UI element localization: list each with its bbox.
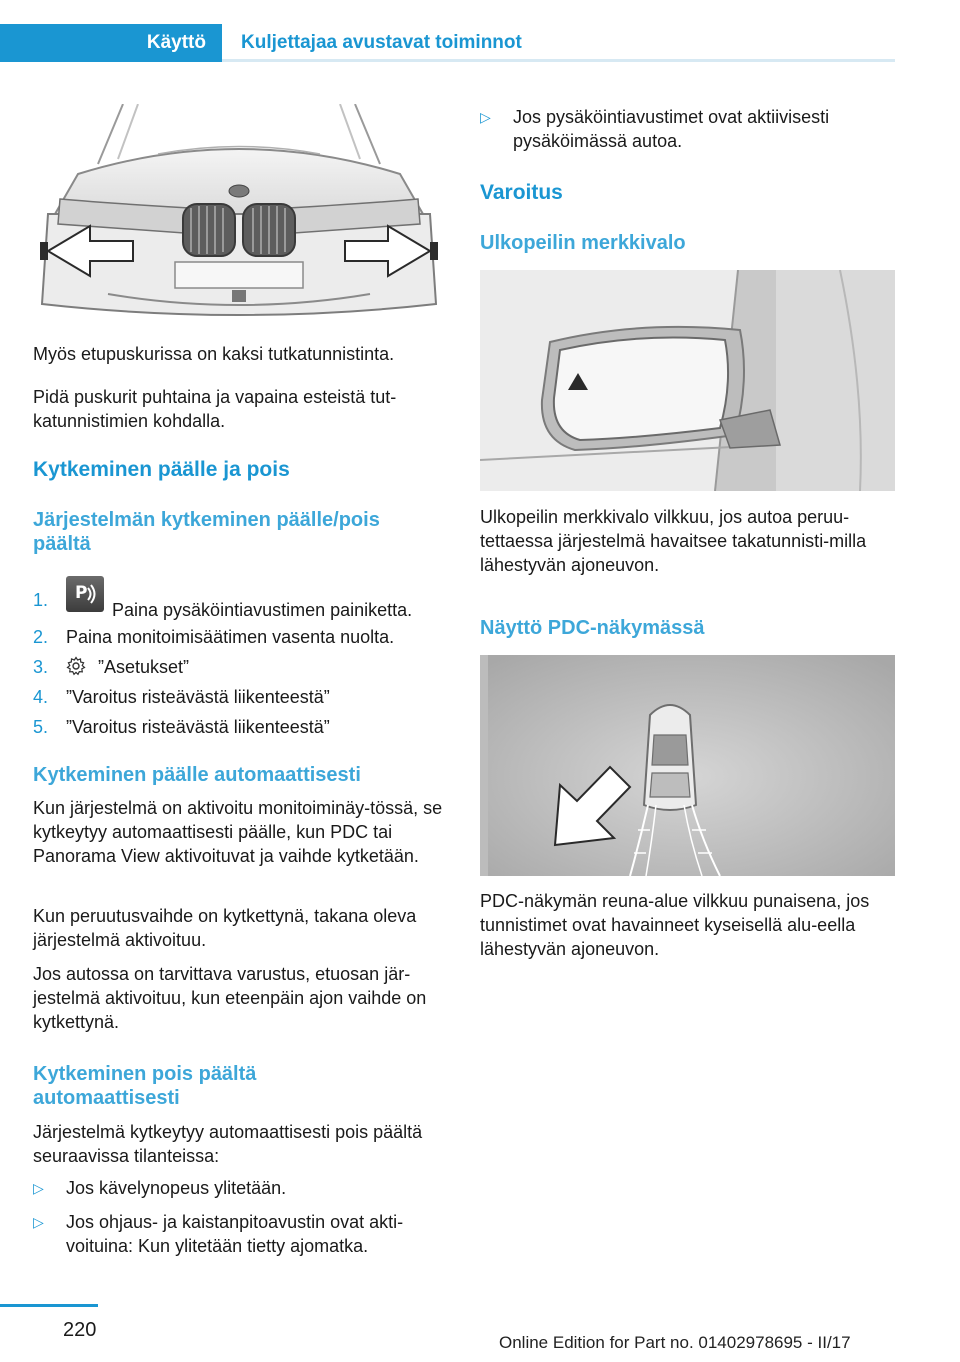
step-text: ”Varoitus risteävästä liikenteestä” [66,717,330,737]
pdc-view-illustration [480,655,895,876]
list-item [480,105,890,153]
step-label: ”Asetukset” [98,657,190,677]
auto-on-paragraph-1: Kun järjestelmä on aktivoitu monitoiminäy-tössä, se kytkeytyy automaattisesti päälle, kun PDC tai Panorama View aktivoituvat ja vaihde kytketään. [33,798,443,866]
list-item [33,655,453,685]
pdc-caption: PDC-näkymän reuna-alue vilkkuu punaisena, jos tunnistimet ovat havainneet kyseisellä alu-eella lähestyvän ajoneuvon. [480,891,870,959]
auto-on-paragraph-3: Jos autossa on tarvittava varustus, etuosan jär-jestelmä aktivoituu, kun eteenpäin ajon vaihde on kytkettynä. [33,964,427,1032]
front-bumper-illustration [38,104,440,326]
list-item [33,715,453,745]
footer-edition: Online Edition for Part no. 01402978695 - II/17 [499,1333,851,1352]
list-item [33,625,453,655]
settings-gear-icon [66,656,88,682]
chapter-title[interactable]: Kuljettajaa avustavat toiminnot [241,32,522,53]
subheading-auto-off: Kytkeminen pois päältä automaattisesti [33,1063,257,1109]
list-item [33,1176,453,1200]
step-label: Paina pysäköintiavustimen painiketta. [112,600,413,620]
step-text [66,583,413,624]
header-divider [222,59,895,62]
step-number: 1. [33,590,49,610]
bullet-triangle-icon: ▷ [480,109,491,125]
subheading-enable: Järjestelmän kytkeminen päälle/pois päältä [33,509,380,555]
step-number: 3. [33,657,49,677]
step-number: 5. [33,717,49,737]
section-tab[interactable]: Käyttö [0,24,222,62]
steps-list [33,584,453,745]
parking-assist-button-icon [66,576,104,612]
mirror-caption: Ulkopeilin merkkivalo vilkkuu, jos autoa peruu-tettaessa järjestelmä havaitsee takatunnisti-milla lähestyvän ajoneuvon. [480,507,867,575]
bullet-triangle-icon: ▷ [33,1214,44,1230]
subheading-pdc: Näyttö PDC-näkymässä [480,617,705,639]
top-bullet [480,105,890,153]
auto-off-paragraph: Järjestelmä kytkeytyy automaattisesti pois päältä seuraavissa tilanteissa: [33,1122,423,1166]
page-number: 220 [63,1319,97,1341]
bumper-caption: Myös etupuskurissa on kaksi tutkatunnistinta. [33,344,395,364]
step-number: 4. [33,687,49,707]
list-item [33,1210,453,1258]
footer-accent-line [0,1304,98,1307]
auto-off-bullets [33,1176,453,1258]
heading-warning: Varoitus [480,181,563,204]
subheading-auto-on: Kytkeminen päälle automaattisesti [33,764,361,786]
heading-on-off: Kytkeminen päälle ja pois [33,458,290,481]
step-text: ”Varoitus risteävästä liikenteestä” [66,687,330,707]
svg-text:P: P [75,583,88,603]
list-item [33,584,453,625]
subheading-mirror: Ulkopeilin merkkivalo [480,232,686,254]
page-header [0,24,895,62]
bullet-text: Jos kävelynopeus ylitetään. [66,1178,287,1198]
list-item [33,685,453,715]
bullet-text: Jos ohjaus- ja kaistanpitoavustin ovat akti-voituina: Kun ylitetään tietty ajomatka. [66,1212,404,1256]
auto-on-paragraph-2: Kun peruutusvaihde on kytkettynä, takana oleva järjestelmä aktivoituu. [33,906,417,950]
step-text [66,655,189,682]
bumper-clean-note: Pidä puskurit puhtaina ja vapaina esteistä tut-katunnistimien kohdalla. [33,387,397,431]
step-text: Paina monitoimisäätimen vasenta nuolta. [66,627,395,647]
mirror-illustration [480,270,895,491]
step-number: 2. [33,627,49,647]
bullet-text: Jos pysäköintiavustimet ovat aktiivisesti pysäköimässä autoa. [513,107,830,151]
bullet-triangle-icon: ▷ [33,1180,44,1196]
